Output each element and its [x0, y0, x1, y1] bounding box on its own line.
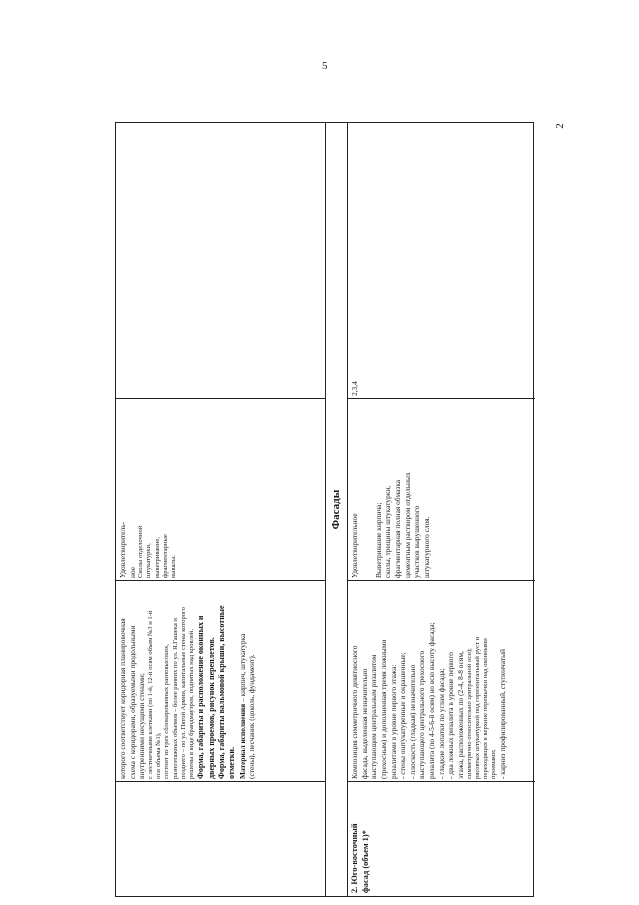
side-number: 2: [553, 123, 566, 129]
text-line: симметрично относительно центральной оси);: [465, 648, 473, 779]
text-line: 2. Юго-восточный: [350, 823, 359, 893]
cell-facade-description: [348, 581, 535, 782]
text-line: Удовлетворительное: [350, 513, 359, 578]
cell-photo-refs: [116, 121, 325, 399]
cell-condition: [116, 399, 325, 581]
monument-table: [115, 122, 534, 897]
text-line: - два ложных ризалита в уровне первого: [446, 652, 456, 779]
text-line: схема с коридорами, образуемыми продольными: [127, 625, 137, 779]
text-line: Форма, габариты вальмовой крыши, высотные: [217, 605, 227, 779]
rotated-table-wrapper: [115, 122, 534, 897]
cell-facade-photo-refs: [348, 121, 535, 399]
text-line: Форма, габариты и расположение оконных и: [196, 615, 206, 779]
text-line: вывалы.: [170, 555, 178, 578]
text-line: которого соответствует коридорная планировочная: [118, 618, 127, 779]
text-line: с лестничными клетками (по 1-й, 12-й осям объем №3 и 1-й: [146, 610, 154, 779]
text-line: этажа, расположенных по (2-4, 8-8 осям,: [455, 651, 465, 779]
cell-object-name: [116, 782, 325, 896]
text-line: сколы, трещины штукатурки,: [383, 485, 393, 578]
text-line: выступающего центрального трехосного: [417, 650, 427, 779]
text-line: Выветривание кирпича;: [373, 502, 383, 578]
text-line: Удовлетворитель-: [118, 521, 127, 578]
text-line: (трехосным) и дополненная тремя ложными: [378, 639, 388, 779]
text-line: рясовтых штукатуркой под горизонтальный руст и: [473, 636, 481, 779]
text-line: переходящих в верхние перемычки над оконными: [481, 638, 489, 779]
text-line: - карниз профилированный, ступенчатый: [498, 648, 508, 779]
text-line: цементным раствором отдельных: [402, 472, 412, 578]
text-line: отметки.: [227, 747, 237, 779]
table-row-continuation: [116, 123, 326, 896]
text-line: фрагментарная полная обмазка: [392, 479, 402, 578]
section-header-row: [326, 123, 348, 896]
text-line: штукатурки,: [145, 543, 153, 578]
text-line: Сколы отделочной: [137, 525, 145, 578]
text-line: ризалитами в уровне первого этажа:: [388, 664, 398, 779]
text-line: [360, 402, 374, 578]
page-number: 5: [322, 60, 328, 72]
text-line: Композиция симметричного девятиосного: [350, 645, 359, 779]
text-line: состоит из трех сблокированных разновысоких,: [163, 644, 171, 779]
text-line: фасад (объем 1)*: [360, 830, 370, 893]
text-line: внутренними несущими стенами;: [137, 673, 147, 779]
text-line: проемами;: [490, 749, 498, 779]
text-line: Материал исполнения – кирпич, штукатурка: [237, 633, 247, 779]
text-line: позднего – по ул. Пятой Армии, капитальные стены которого: [179, 607, 187, 779]
text-line: (стены), песчаник (цоколь, фундамент).: [247, 654, 257, 779]
cell-facade-condition: [348, 399, 535, 581]
text-line: фрагментарные: [161, 534, 169, 578]
text-line: 2,3,4: [350, 381, 359, 396]
text-line: штукатурного слоя.: [421, 516, 431, 578]
cell-description: [116, 581, 325, 782]
text-line: - стены оштукатуренные и окрашенные;: [398, 652, 408, 779]
text-line: дверных проемов, рисунок переплетов.: [206, 637, 216, 779]
text-line: выступающим центральным ризалитом: [369, 654, 379, 779]
text-line: ное: [127, 566, 137, 578]
text-line: оси объема №1),: [155, 732, 163, 779]
table-row-facade: [348, 123, 535, 896]
text-line: - гладкие лопатки по углам фасада;: [436, 668, 446, 779]
text-line: решены в виде брандмауэров, поднятых над кровлей.: [188, 629, 196, 779]
text-line: разноэтажных объемов – более ранних по ул. Я.Гашека и: [171, 618, 179, 779]
cell-facade-name: [348, 782, 535, 896]
text-line: - плоскость (гладкая) незначительно: [407, 664, 417, 779]
text-line: выветривание,: [153, 537, 161, 578]
section-title: Фасады: [330, 489, 342, 530]
text-line: фасада, выделенная незначительно: [359, 668, 369, 779]
text-line: ризалита (по 4-5-6-й осям) во всю высоту фасада;: [427, 622, 436, 779]
text-line: участков вырушенного: [412, 505, 422, 578]
